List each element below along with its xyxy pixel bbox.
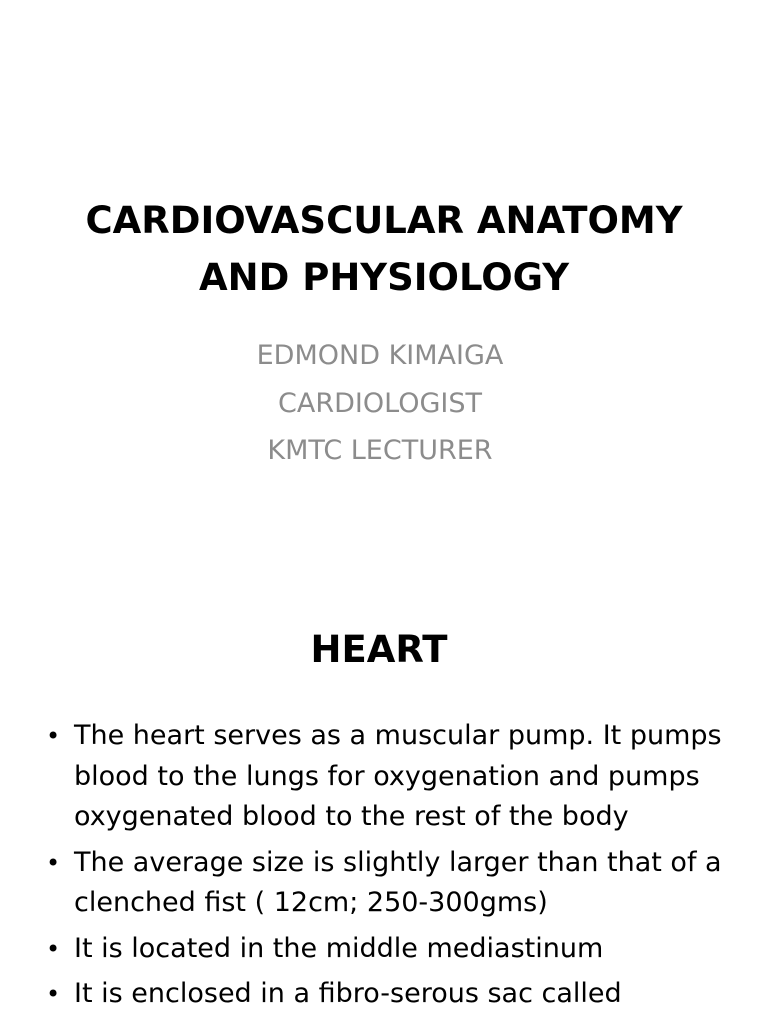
bullet-text-line: blood to the lungs for oxygenation and pumps [74, 760, 700, 792]
list-item [0, 974, 768, 1015]
slide-title-line: CARDIOVASCULAR ANATOMY [85, 199, 683, 242]
bullet-text-line: It is enclosed in a fibro-serous sac called [74, 978, 622, 1009]
author-role: CARDIOLOGIST [278, 387, 482, 419]
bullet-text-line: The average size is slightly larger than that of a [74, 846, 722, 878]
author-affiliation: KMTC LECTURER [267, 435, 493, 466]
slide-title [0, 192, 768, 306]
bullet-text-line: clenched fist ( 12cm; 250-300gms) [74, 887, 548, 918]
bullet-text-line: The heart serves as a muscular pump. It pumps [74, 720, 722, 751]
list-item [0, 843, 768, 924]
list-item [0, 716, 768, 838]
list-item [0, 929, 768, 970]
slide-title-line: AND PHYSIOLOGY [199, 256, 569, 299]
bullet-icon: • [46, 980, 61, 1008]
author-name: EDMOND KIMAIGA [256, 340, 504, 371]
bullet-text-line: It is located in the middle mediastinum [74, 932, 604, 964]
slide-subtitle [0, 332, 760, 475]
bullet-icon: • [46, 848, 61, 877]
bullet-list [0, 716, 768, 1020]
section-title: HEART [310, 628, 448, 671]
bullet-icon: • [46, 722, 61, 750]
bullet-icon: • [46, 934, 61, 963]
bullet-text-line: oxygenated blood to the rest of the body [74, 801, 629, 832]
content-slide [0, 576, 768, 1024]
